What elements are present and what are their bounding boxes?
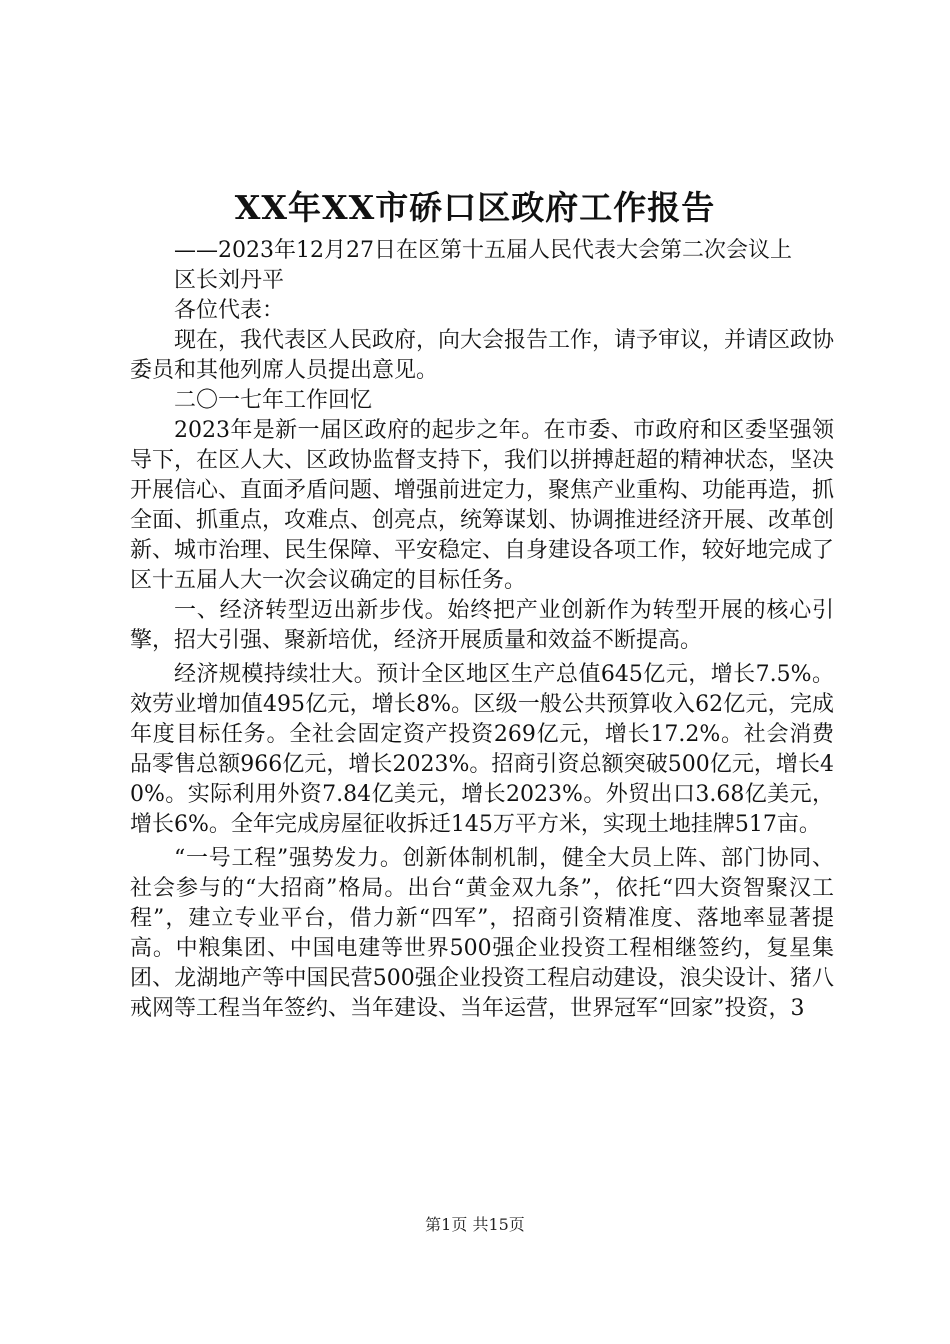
speaker-line: 区长刘丹平: [174, 268, 285, 293]
salutation: 各位代表：: [174, 298, 285, 323]
document-subtitle: ——2023年12月27日在区第十五届人民代表大会第二次会议上: [174, 238, 792, 263]
document-body: [130, 236, 834, 1024]
paragraph-economy-heading: 一、经济转型迈出新步伐。始终把产业创新作为转型开展的核心引擎，招大引强、聚新培优，经济开展质量和效益不断提高。: [130, 598, 834, 653]
paragraph-intro: 现在，我代表区人民政府，向大会报告工作，请予审议，并请区政协委员和其他列席人员提出意见。: [130, 328, 835, 383]
document-title: XX年XX市硚口区政府工作报告: [234, 188, 716, 227]
paragraph-number-one-project: “一号工程”强势发力。创新体制机制，健全大员上阵、部门协同、社会参与的“大招商”格局。出台“黄金双九条”，依托“四大资智聚汉工程”，建立专业平台，借力新“四军”，招商引资精准度、落地率显著提高。中粮集团、中国电建等世界500强企业投资工程相继签约，复星集团、龙湖地产等中国民营500强企业投资工程启动建设，浪尖设计、猪八戒网等工程当年签约、当年建设、当年运营，世界冠军“回家”投资，3: [130, 846, 834, 1021]
section-heading-review: 二〇一七年工作回忆: [174, 388, 373, 413]
paragraph-overview: 2023年是新一届区政府的起步之年。在市委、市政府和区委坚强领导下，在区人大、区政协监督支持下，我们以拼搏赶超的精神状态，坚决开展信心、直面矛盾问题、增强前进定力，聚焦产业重构、功能再造，抓全面、抓重点，攻难点、创亮点，统筹谋划、协调推进经济开展、改革创新、城市治理、民生保障、平安稳定、自身建设各项工作，较好地完成了区十五届人大一次会议确定的目标任务。: [130, 418, 835, 593]
page-footer: 第1页 共15页: [425, 1215, 525, 1234]
paragraph-economy-scale: 经济规模持续壮大。预计全区地区生产总值645亿元，增长7.5%。效劳业增加值495亿元，增长8%。区级一般公共预算收入62亿元，完成年度目标任务。全社会固定资产投资269亿元，增长17.2%。社会消费品零售总额966亿元，增长2023%。招商引资总额突破500亿元，增长40%。实际利用外资7.84亿美元，增长2023%。外贸出口3.68亿美元，增长6%。全年完成房屋征收拆迁145万平方米，实现土地挂牌517亩。: [130, 662, 834, 837]
